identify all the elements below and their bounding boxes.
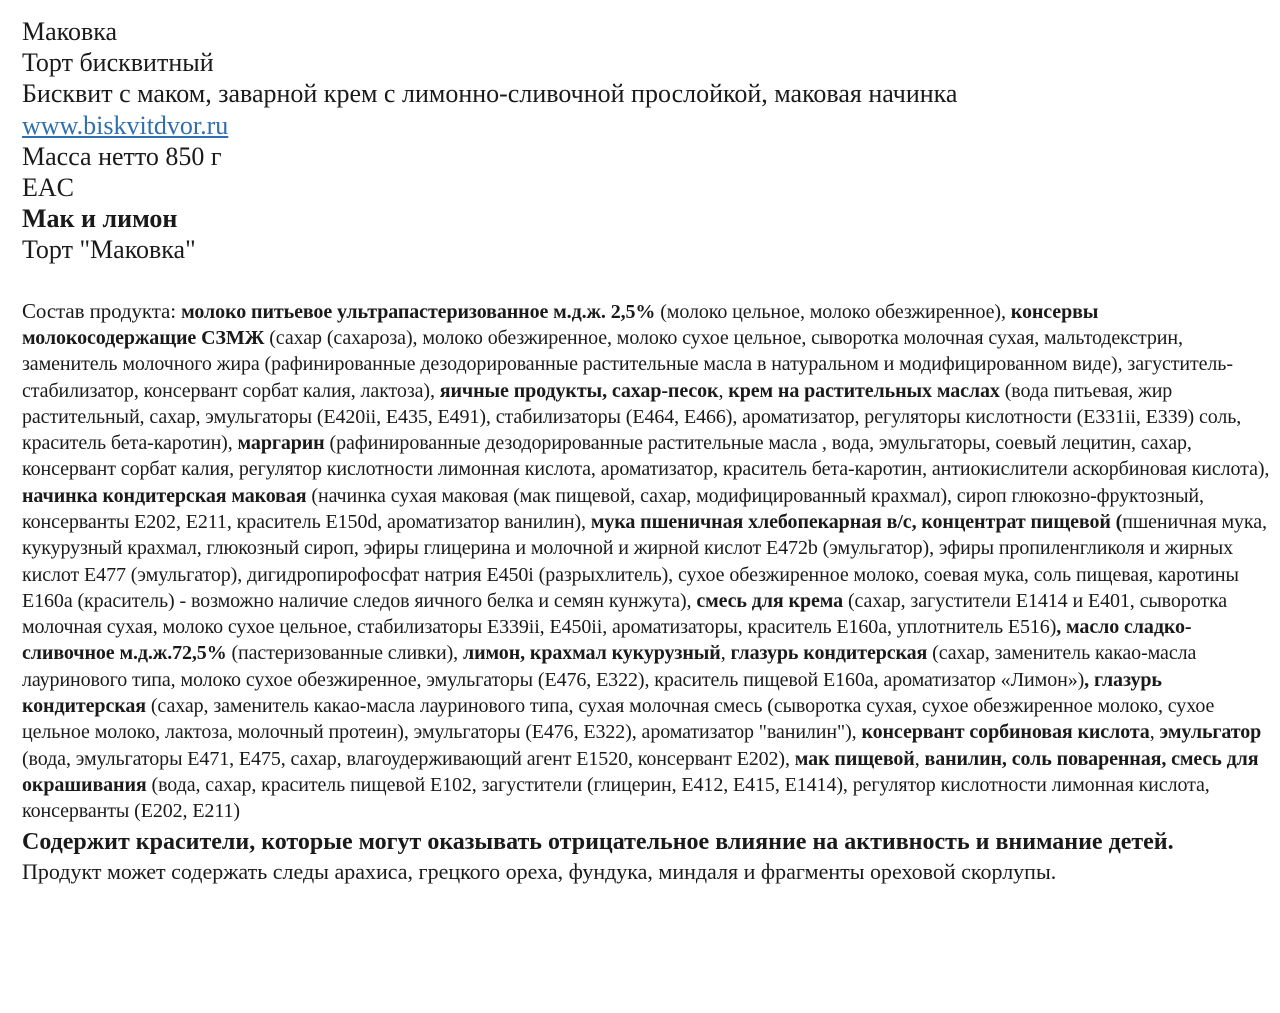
composition-paragraph: [22, 298, 1272, 825]
ingredient-bold: лимон, крахмал кукурузный: [462, 642, 721, 665]
ingredient-bold: консервант сорбиновая кислота: [861, 721, 1150, 744]
ingredient-bold: глазурь кондитерская: [730, 642, 928, 665]
ingredient-detail: ,: [1149, 721, 1160, 744]
ingredient-bold: , масло сладко-сливочное м.д.ж.72,5%: [22, 616, 1192, 665]
product-description: Бисквит с маком, заварной крем с лимонно-сливочной прослойкой, маковая начинка: [22, 79, 958, 109]
ingredient-bold: мука пшеничная хлебопекарная в/с, концентрат пищевой (: [590, 511, 1123, 533]
product-type: Торт бисквитный: [22, 48, 214, 78]
ingredient-detail: (вода, сахар, краситель пищевой Е102, загустители (глицерин, Е412, Е415, Е1414), регулятор кислотности лимонная кислота, консерванты (Е202, Е211): [22, 773, 1210, 823]
product-full-name: Торт "Маковка": [22, 235, 196, 265]
ingredient-detail: пшеничная мука, кукурузный крахмал, глюкозный сироп, эфиры глицерина и молочной и жирной кислот Е472b (эмульгатор), эфиры пропиленгликоля и жирных кислот Е477 (эмульгатор), дигидропирофосфат натрия Е450i (разрыхлитель), сухое обезжиренное молоко, соевая мука, соль пищевая, каротины Е160а (краситель) - возможно наличие следов яичного белка и семян кунжута),: [22, 511, 1267, 612]
colorant-warning: Содержит красители, которые могут оказывать отрицательное влияние на активность и внимание детей.: [22, 828, 1174, 855]
website-link[interactable]: www.biskvitdvor.ru: [22, 110, 229, 140]
product-brand: Маковка: [22, 17, 118, 46]
ingredient-bold: эмульгатор: [1159, 721, 1262, 744]
ingredient-bold: крем на растительных маслах: [728, 379, 1000, 402]
ingredient-bold: консервы молокосодержащие СЗМЖ: [22, 300, 1099, 349]
ingredient-bold: смесь для крема: [696, 589, 844, 612]
ingredient-detail: (сахар, заменитель какао-масла лауринового типа, молоко сухое обезжиренное, эмульгаторы (Е476, Е322), краситель пищевой Е160а, ароматизатор «Лимон»): [22, 642, 1197, 691]
ingredient-detail: ,: [720, 642, 731, 665]
trace-notice: Продукт может содержать следы арахиса, грецкого ореха, фундука, миндаля и фрагменты ореховой скорлупы.: [22, 858, 1057, 884]
ingredient-detail: (сахар, загустители Е1414 и Е401, сыворотка молочная сухая, молоко сухое цельное, стабилизаторы Е339ii, Е450ii, ароматизаторы, краситель Е160а, уплотнитель Е516): [22, 589, 1228, 639]
section-spacer: [22, 266, 1272, 298]
ingredient-bold: начинка кондитерская маковая: [22, 484, 307, 507]
composition-lead: Состав продукта:: [22, 298, 182, 323]
ingredient-bold: маргарин: [237, 432, 325, 455]
ingredient-bold: ванилин, соль поваренная, смесь для окрашивания: [22, 747, 1259, 796]
ingredient-bold: яичные продукты, сахар-песок: [439, 379, 719, 402]
ingredient-bold: , глазурь кондитерская: [22, 668, 1162, 718]
ingredient-detail: ,: [718, 379, 729, 402]
ingredient-detail: (вода питьевая, жир растительный, сахар, эмульгаторы (Е420ii, Е435, Е491), стабилизаторы (Е464, Е466), ароматизатор, регуляторы кислотности (Е331ii, Е339) соль, краситель бета-каротин),: [22, 379, 1242, 455]
ingredient-bold: мак пищевой: [794, 747, 915, 770]
ingredient-detail: (вода, эмульгаторы Е471, Е475, сахар, влагоудерживающий агент Е1520, консервант Е202),: [22, 747, 795, 770]
product-flavor: Мак и лимон: [22, 204, 178, 234]
ingredient-bold: молоко питьевое ультрапастеризованное м.д.ж. 2,5%: [181, 300, 656, 323]
ingredient-detail: (молоко цельное, молоко обезжиренное),: [655, 300, 1011, 323]
certification-mark: EAC: [22, 173, 74, 203]
net-weight: Масса нетто 850 г: [22, 141, 222, 171]
ingredient-detail: (начинка сухая маковая (мак пищевой, сахар, модифицированный крахмал), сироп глюкозно-фруктозный, консерванты Е202, Е211, краситель Е150d, ароматизатор ванилин),: [22, 484, 1204, 533]
ingredient-detail: (сахар (сахароза), молоко обезжиренное, молоко сухое цельное, сыворотка молочная сухая, мальтодекстрин, заменитель молочного жира (рафинированные дезодорированные растительные масла в натуральном и модифицированном виде), загуститель-стабилизатор, консервант сорбат калия, лактоза),: [22, 326, 1233, 402]
ingredient-detail: (сахар, заменитель какао-масла лауринового типа, сухая молочная смесь (сыворотка сухая, сухое обезжиренное молоко, сухое цельное молоко, лактоза, молочный протеин), эмульгаторы (Е476, Е322), ароматизатор "ванилин"),: [22, 695, 1215, 744]
product-label-document: [22, 16, 1272, 887]
ingredient-detail: (рафинированные дезодорированные растительные масла , вода, эмульгаторы, соевый лецитин, сахар, консервант сорбат калия, регулятор кислотности лимонная кислота, ароматизатор, краситель бета-каротин, антиокислители аскорбиновая кислота),: [22, 432, 1270, 481]
ingredient-detail: (пастеризованные сливки),: [226, 642, 463, 665]
ingredient-detail: ,: [914, 747, 925, 770]
